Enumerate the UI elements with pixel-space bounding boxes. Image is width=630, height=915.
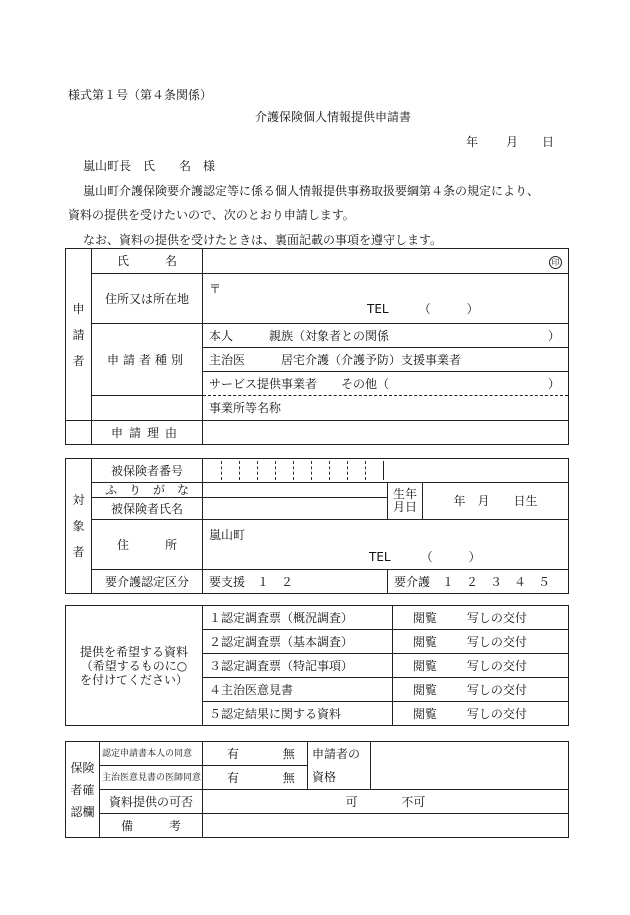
page-title: 介護保険個人情報提供申請書: [255, 110, 412, 124]
applicant-tel: TEL （ ）: [367, 302, 479, 316]
subject-section-label: [66, 459, 92, 594]
name-field[interactable]: [203, 249, 569, 274]
copy-option[interactable]: 写しの交付: [466, 706, 527, 721]
reason-field[interactable]: [203, 421, 569, 445]
insured-name-field[interactable]: [203, 498, 388, 520]
type-row1-close: ）: [547, 329, 560, 343]
view-option[interactable]: 閲覧: [413, 634, 438, 649]
subject-char-1: 対: [72, 493, 85, 507]
applicant-table: [65, 248, 569, 445]
materials-table: [65, 605, 569, 726]
applicant-type-row-2[interactable]: 主治医 居宅介護（介護予防）支援事業者: [203, 348, 569, 372]
material-option-3[interactable]: [393, 654, 569, 678]
form-number: 様式第１号（第４条関係）: [68, 88, 213, 102]
care-level-label: 要介護認定区分: [92, 570, 203, 594]
insurer-table: [65, 741, 569, 838]
care-level-field[interactable]: 要介護 １ ２ ３ ４ ５: [388, 570, 569, 594]
seal-mark: 印: [549, 256, 562, 269]
postal-mark: 〒: [209, 282, 222, 296]
applicant-char-2: 請: [72, 327, 85, 342]
date-month: 月: [506, 135, 519, 149]
materials-label-3: を付けてください）: [79, 672, 188, 687]
materials-label: [66, 606, 203, 726]
insured-number-field[interactable]: [203, 459, 569, 483]
subject-char-2: 象: [72, 519, 85, 533]
subject-char-3: 者: [72, 545, 85, 559]
material-item-4[interactable]: ４主治医意見書: [203, 678, 393, 702]
intro-line-3: なお、資料の提供を受けたときは、裏面記載の事項を遵守します。: [83, 233, 443, 247]
applicant-blank: [66, 421, 92, 445]
material-item-2[interactable]: ２認定調査票（基本調査）: [203, 630, 393, 654]
insurer-label-3: 認欄: [70, 804, 95, 819]
consent-doctor-yes[interactable]: 有: [227, 770, 240, 785]
type-empty: [92, 396, 203, 421]
applicant-type-row-1[interactable]: [203, 324, 569, 348]
applicant-qual-field[interactable]: [371, 742, 569, 790]
material-item-1[interactable]: １認定調査票（概況調査）: [203, 606, 393, 630]
subject-tel: TEL （ ）: [369, 550, 481, 564]
insured-name-label: 被保険者氏名: [92, 498, 203, 520]
applicant-section-label: [66, 249, 92, 421]
subject-table: [65, 458, 569, 594]
applicant-char-3: 者: [72, 353, 85, 368]
intro-line-2: 資料の提供を受けたいので、次のとおり申請します。: [68, 208, 355, 222]
consent-self-label: 認定申請書本人の同意: [100, 742, 203, 766]
material-option-4[interactable]: [393, 678, 569, 702]
copy-option[interactable]: 写しの交付: [466, 658, 527, 673]
furigana-field[interactable]: [203, 483, 388, 498]
applicant-qual-label-2: 資格: [308, 766, 371, 790]
address-label: 住所又は所在地: [92, 274, 203, 324]
birth-field[interactable]: 年 月 日生: [423, 483, 569, 520]
name-label: 氏 名: [92, 249, 203, 274]
copy-option[interactable]: 写しの交付: [466, 610, 527, 625]
furigana-label: ふ り が な: [92, 483, 203, 498]
intro-line-1: 嵐山町介護保険要介護認定等に係る個人情報提供事務取扱要綱第４条の規定により、: [83, 184, 540, 198]
support-level-field[interactable]: 要支援 １ ２: [203, 570, 388, 594]
subject-address-field[interactable]: [203, 520, 569, 570]
applicant-char-1: 申: [72, 301, 85, 316]
view-option[interactable]: 閲覧: [413, 706, 438, 721]
date-year: 年: [466, 135, 479, 149]
insurer-section-label: [66, 742, 100, 838]
type-provider-other: サービス提供事業者 その他（: [209, 376, 390, 391]
materials-label-1: 提供を希望する資料: [79, 644, 188, 659]
copy-option[interactable]: 写しの交付: [466, 634, 527, 649]
material-item-3[interactable]: ３認定調査票（特記事項）: [203, 654, 393, 678]
address-field[interactable]: [203, 274, 569, 324]
material-option-5[interactable]: [393, 702, 569, 726]
applicant-type-row-3[interactable]: [203, 372, 569, 396]
consent-self-yes[interactable]: 有: [227, 746, 240, 761]
consent-doctor-field[interactable]: [203, 766, 308, 790]
material-option-2[interactable]: [393, 630, 569, 654]
applicant-type-label: 申請者種別: [92, 324, 203, 396]
remarks-field[interactable]: [203, 814, 569, 838]
copy-option[interactable]: 写しの交付: [466, 682, 527, 697]
view-option[interactable]: 閲覧: [413, 658, 438, 673]
type-self-family: 本人 親族（対象者との関係: [209, 328, 390, 343]
type-row3-close: ）: [547, 377, 560, 391]
view-option[interactable]: 閲覧: [413, 610, 438, 625]
applicant-qual-label-1: 申請者の: [308, 742, 371, 766]
reason-label: 申請理由: [92, 421, 203, 445]
insurer-label-2: 者確: [70, 782, 95, 797]
subject-address-value: 嵐山町: [209, 528, 246, 542]
material-item-5[interactable]: ５認定結果に関する資料: [203, 702, 393, 726]
provision-not-allowed[interactable]: 不可: [401, 794, 426, 809]
insurer-label-1: 保険: [70, 760, 95, 775]
date-day: 日: [542, 135, 555, 149]
material-option-1[interactable]: [393, 606, 569, 630]
remarks-label: 備 考: [100, 814, 203, 838]
consent-doctor-no[interactable]: 無: [282, 770, 295, 785]
provision-field[interactable]: [203, 790, 569, 814]
birth-label: 生年月日: [388, 483, 423, 520]
insured-number-label: 被保険者番号: [92, 459, 203, 483]
subject-address-label: 住 所: [92, 520, 203, 570]
consent-self-field[interactable]: [203, 742, 308, 766]
provision-allowed[interactable]: 可: [345, 794, 358, 809]
view-option[interactable]: 閲覧: [413, 682, 438, 697]
materials-label-2: （希望するものに○: [80, 658, 188, 673]
consent-doctor-label: 主治医意見書の医師同意: [100, 766, 203, 790]
consent-self-no[interactable]: 無: [282, 746, 295, 761]
addressee: 嵐山町長 氏 名 様: [83, 159, 216, 173]
office-name-field[interactable]: 事業所等名称: [203, 396, 569, 421]
provision-label: 資料提供の可否: [100, 790, 203, 814]
